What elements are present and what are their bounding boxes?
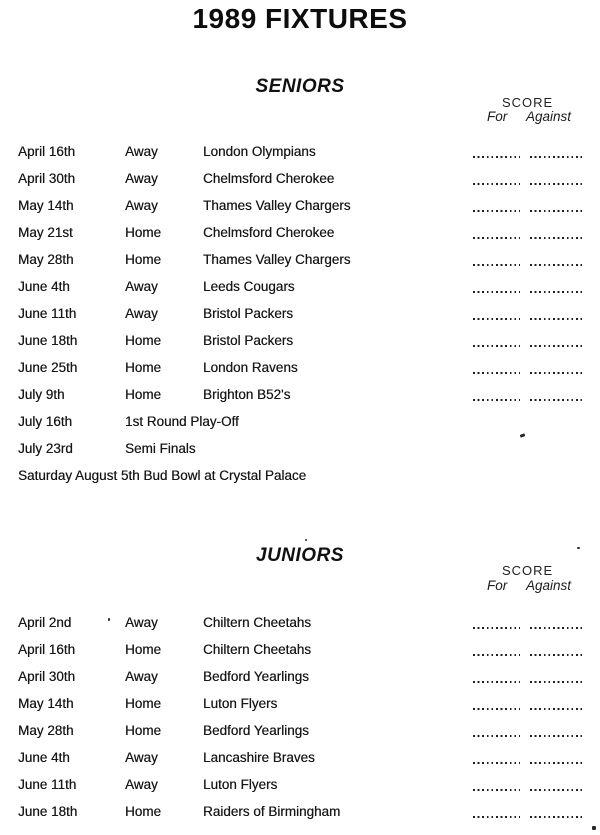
fixture-opponent: Leeds Cougars [203,279,295,294]
fixture-note: Semi Finals [125,441,196,456]
score-for-line [473,708,520,710]
score-for-line [473,318,520,320]
scan-artifact [577,547,580,549]
fixture-row [0,667,600,694]
score-for-line [473,627,520,629]
score-for-line [473,210,520,212]
fixture-date: July 9th [18,387,65,402]
fixture-venue: Home [125,333,162,348]
scan-artifact [592,826,596,830]
fixture-row [0,385,600,412]
score-against-line [530,816,582,818]
against-column-header-seniors: Against [526,109,572,124]
score-for-line [473,345,520,347]
score-for-line [473,762,520,764]
score-for-line [473,264,520,266]
fixture-venue: Home [125,804,162,819]
fixture-opponent: Luton Flyers [203,777,278,792]
score-against-line [530,291,582,293]
score-against-line [530,156,582,158]
score-against-line [530,318,582,320]
fixture-date: June 4th [18,279,70,294]
fixture-venue: Home [125,225,162,240]
fixture-date: May 14th [18,696,74,711]
scan-artifact [305,539,307,541]
score-for-line [473,789,520,791]
fixture-row [0,694,600,721]
fixture-row [0,223,600,250]
fixture-venue: Home [125,723,162,738]
score-for-line [473,291,520,293]
score-against-line [530,399,582,401]
fixture-row [0,358,600,385]
score-against-line [530,183,582,185]
score-for-line [473,735,520,737]
fixture-venue: Away [125,669,158,684]
section-footer-note: Saturday August 5th Bud Bowl at Crystal Palace [18,468,307,483]
score-against-line [530,264,582,266]
fixture-date: June 25th [18,360,78,375]
fixture-opponent: Bristol Packers [203,333,294,348]
fixture-date: April 30th [18,669,76,684]
fixture-opponent: Chiltern Cheetahs [203,642,312,657]
fixture-row [0,748,600,775]
seniors-fixture-list [0,142,600,493]
fixture-date: May 14th [18,198,74,213]
fixture-row [0,640,600,667]
for-column-header-juniors: For [487,578,508,593]
fixture-venue: Away [125,198,158,213]
fixture-venue: Home [125,642,162,657]
score-against-line [530,210,582,212]
scan-artifact [108,618,110,621]
for-column-header-seniors: For [487,109,508,124]
fixture-venue: Away [125,777,158,792]
score-against-line [530,654,582,656]
score-for-line [473,399,520,401]
fixture-date: June 11th [18,306,77,321]
fixture-venue: Home [125,387,162,402]
fixture-venue: Home [125,252,162,267]
fixture-opponent: Chelmsford Cherokee [203,171,335,186]
score-for-line [473,237,520,239]
fixture-opponent: Luton Flyers [203,696,278,711]
fixture-row [0,304,600,331]
score-column-header-juniors: SCORE [502,563,554,578]
fixture-opponent: Thames Valley Chargers [203,252,351,267]
score-for-line [473,372,520,374]
against-column-header-juniors: Against [526,578,572,593]
fixture-row [0,331,600,358]
score-for-line [473,156,520,158]
fixture-date: June 11th [18,777,77,792]
fixture-row [0,250,600,277]
fixture-venue: Away [125,279,158,294]
score-against-line [530,627,582,629]
score-against-line [530,708,582,710]
fixture-opponent: London Olympians [203,144,316,159]
fixture-date: April 30th [18,171,76,186]
section-title-seniors: SENIORS [255,76,345,97]
fixture-opponent: Bristol Packers [203,306,294,321]
fixture-opponent: London Ravens [203,360,298,375]
fixture-row [0,169,600,196]
fixture-row [0,142,600,169]
score-against-line [530,735,582,737]
fixture-venue: Away [125,306,158,321]
fixture-date: July 16th [18,414,73,429]
fixture-row [0,802,600,829]
score-against-line [530,372,582,374]
fixture-venue: Away [125,171,158,186]
fixture-row [0,439,600,466]
score-for-line [473,681,520,683]
fixture-opponent: Brighton B52's [203,387,291,402]
fixture-opponent: Chelmsford Cherokee [203,225,335,240]
fixture-row [0,613,600,640]
score-column-header-seniors: SCORE [502,95,554,110]
score-for-line [473,816,520,818]
fixture-venue: Home [125,696,162,711]
fixture-date: May 21st [18,225,73,240]
fixture-date: June 18th [18,333,78,348]
score-against-line [530,681,582,683]
fixture-note: 1st Round Play-Off [125,414,239,429]
fixture-venue: Away [125,750,158,765]
fixture-row [0,412,600,439]
fixture-row [0,775,600,802]
score-against-line [530,345,582,347]
fixture-date: April 2nd [18,615,72,630]
score-for-line [473,654,520,656]
fixture-date: April 16th [18,144,76,159]
fixture-row [0,196,600,223]
fixture-venue: Home [125,360,162,375]
score-against-line [530,789,582,791]
fixture-opponent: Raiders of Birmingham [203,804,341,819]
fixture-opponent: Thames Valley Chargers [203,198,351,213]
fixture-date: April 16th [18,642,76,657]
fixture-opponent: Lancashire Braves [203,750,315,765]
score-against-line [530,237,582,239]
fixture-venue: Away [125,615,158,630]
fixture-date: June 4th [18,750,70,765]
fixture-date: May 28th [18,723,74,738]
fixture-date: July 23rd [18,441,73,456]
fixture-row [0,277,600,304]
score-for-line [473,183,520,185]
fixture-date: June 18th [18,804,78,819]
fixture-opponent: Chiltern Cheetahs [203,615,312,630]
page-title: 1989 FIXTURES [192,3,408,34]
fixture-row [0,721,600,748]
fixture-date: May 28th [18,252,74,267]
fixture-venue: Away [125,144,158,159]
fixture-opponent: Bedford Yearlings [203,669,309,684]
score-against-line [530,762,582,764]
section-title-juniors: JUNIORS [256,545,344,566]
juniors-fixture-list [0,613,600,829]
fixture-opponent: Bedford Yearlings [203,723,309,738]
